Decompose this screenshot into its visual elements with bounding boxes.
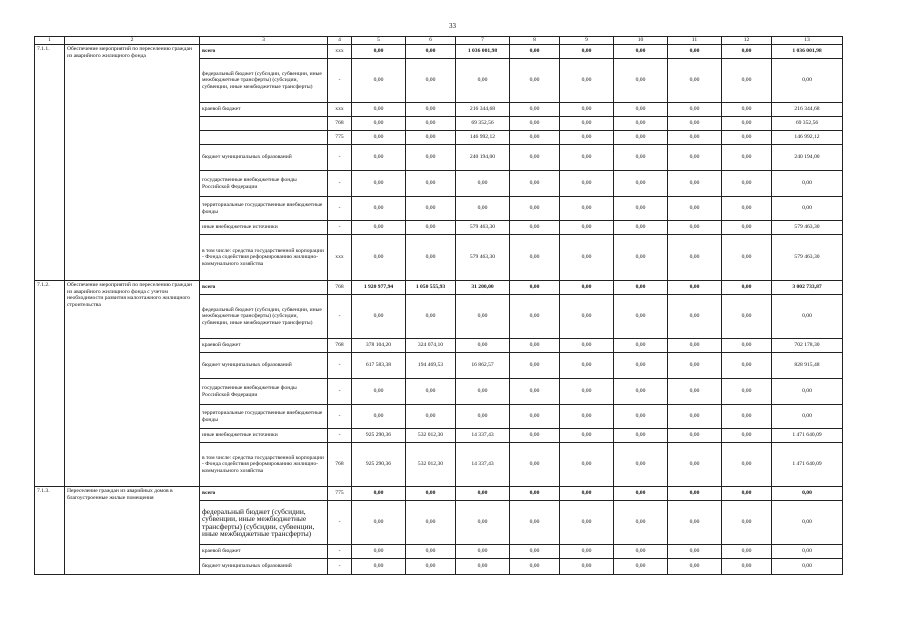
amount-cell: 0,00 [406,501,456,545]
amount-cell: 0,00 [560,353,614,379]
amount-cell: 0,00 [722,103,772,117]
measure-name: Обеспечение мероприятий по переселению граждан из аварийного жилищного фонда [65,45,200,281]
amount-cell: 31 200,00 [456,281,510,295]
amount-cell: 0,00 [352,117,406,131]
amount-cell: 0,00 [722,545,772,559]
amount-cell: 0,00 [456,59,510,103]
amount-cell: 0,00 [614,295,668,339]
budget-code: - [328,145,352,171]
amount-cell: 0,00 [352,45,406,59]
amount-cell: 0,00 [560,59,614,103]
amount-cell: 0,00 [406,45,456,59]
amount-cell: 146 992,12 [772,131,843,145]
amount-cell: 0,00 [668,117,722,131]
amount-cell: 0,00 [722,295,772,339]
amount-cell: 0,00 [352,295,406,339]
amount-cell: 0,00 [722,353,772,379]
funding-source: всего [200,281,328,295]
row-code: 7.1.2. [35,281,65,487]
budget-code: - [328,405,352,429]
amount-cell: 0,00 [614,103,668,117]
amount-cell: 828 915,48 [772,353,843,379]
amount-cell: 0,00 [722,221,772,235]
amount-cell: 1 920 977,94 [352,281,406,295]
amount-cell: 579 463,30 [772,221,843,235]
amount-cell: 0,00 [510,429,560,443]
funding-source: федеральный бюджет (субсидии, субвенции, иные межбюджетные трансферты) (субсидии, субвенции, иные межбюджетные трансферты) [200,501,328,545]
amount-cell: 0,00 [406,131,456,145]
amount-cell: 0,00 [722,171,772,197]
amount-cell: 0,00 [352,59,406,103]
amount-cell: 0,00 [668,501,722,545]
amount-cell: 0,00 [614,501,668,545]
column-number: 3 [200,37,328,45]
amount-cell: 1 036 001,98 [456,45,510,59]
amount-cell: 0,00 [456,559,510,575]
amount-cell: 14 337,43 [456,443,510,487]
funding-source: краевой бюджет [200,545,328,559]
amount-cell: 0,00 [722,117,772,131]
amount-cell: 0,00 [668,103,722,117]
amount-cell: 0,00 [668,405,722,429]
amount-cell: 0,00 [352,197,406,221]
funding-source: в том числе: средства государственной корпорации - Фонда содействия реформированию жилищно-коммунального хозяйства [200,235,328,281]
amount-cell: 0,00 [352,501,406,545]
amount-cell: 0,00 [510,117,560,131]
amount-cell: 0,00 [510,379,560,405]
amount-cell: 0,00 [510,487,560,501]
amount-cell: 0,00 [560,295,614,339]
budget-code: 768 [328,281,352,295]
amount-cell: 0,00 [406,197,456,221]
amount-cell: 0,00 [614,45,668,59]
header-row [35,37,843,45]
amount-cell: 925 290,36 [352,443,406,487]
amount-cell: 146 992,12 [456,131,510,145]
amount-cell: 0,00 [352,103,406,117]
amount-cell: 0,00 [560,221,614,235]
amount-cell: 0,00 [560,45,614,59]
amount-cell: 0,00 [352,221,406,235]
amount-cell: 0,00 [510,443,560,487]
amount-cell: 0,00 [668,281,722,295]
amount-cell: 532 012,30 [406,443,456,487]
amount-cell: 0,00 [456,545,510,559]
amount-cell: 0,00 [614,429,668,443]
amount-cell: 0,00 [456,487,510,501]
amount-cell: 0,00 [406,221,456,235]
column-number: 13 [772,37,843,45]
amount-cell: 0,00 [668,131,722,145]
budget-table [34,36,843,575]
amount-cell: 0,00 [406,487,456,501]
funding-source: государственные внебюджетные фонды Российской Федерации [200,379,328,405]
amount-cell: 378 104,20 [352,339,406,353]
amount-cell: 0,00 [722,235,772,281]
amount-cell: 0,00 [510,353,560,379]
amount-cell: 0,00 [668,559,722,575]
amount-cell: 0,00 [614,545,668,559]
column-number: 10 [614,37,668,45]
amount-cell: 0,00 [510,339,560,353]
amount-cell: 0,00 [722,131,772,145]
funding-source: территориальные государственные внебюджетные фонды [200,197,328,221]
amount-cell: 0,00 [510,501,560,545]
amount-cell: 0,00 [614,443,668,487]
amount-cell: 0,00 [510,131,560,145]
amount-cell: 0,00 [406,117,456,131]
amount-cell: 0,00 [560,131,614,145]
amount-cell: 0,00 [406,559,456,575]
amount-cell: 0,00 [406,235,456,281]
amount-cell: 0,00 [772,379,843,405]
funding-source: бюджет муниципальных образований [200,145,328,171]
amount-cell: 0,00 [510,59,560,103]
budget-code: - [328,353,352,379]
funding-source: территориальные государственные внебюджетные фонды [200,405,328,429]
amount-cell: 0,00 [510,405,560,429]
table-row [35,281,843,295]
amount-cell: 0,00 [668,197,722,221]
amount-cell: 0,00 [614,235,668,281]
amount-cell: 0,00 [614,171,668,197]
amount-cell: 0,00 [772,171,843,197]
amount-cell: 0,00 [668,339,722,353]
amount-cell: 0,00 [560,339,614,353]
amount-cell: 0,00 [722,339,772,353]
amount-cell: 0,00 [406,405,456,429]
amount-cell: 0,00 [560,443,614,487]
amount-cell: 0,00 [560,197,614,221]
amount-cell: 0,00 [456,295,510,339]
funding-source: государственные внебюджетные фонды Российской Федерации [200,171,328,197]
amount-cell: 0,00 [406,103,456,117]
amount-cell: 0,00 [406,171,456,197]
amount-cell: 0,00 [722,559,772,575]
amount-cell: 0,00 [722,429,772,443]
amount-cell: 0,00 [456,197,510,221]
funding-source: иные внебюджетные источники [200,429,328,443]
amount-cell: 0,00 [560,103,614,117]
amount-cell: 0,00 [722,145,772,171]
amount-cell: 0,00 [406,145,456,171]
amount-cell: 0,00 [722,45,772,59]
row-code: 7.1.1. [35,45,65,281]
amount-cell: 0,00 [510,295,560,339]
amount-cell: 0,00 [772,405,843,429]
amount-cell: 0,00 [772,559,843,575]
amount-cell: 0,00 [352,235,406,281]
amount-cell: 0,00 [668,295,722,339]
budget-code: - [328,379,352,405]
column-number: 4 [328,37,352,45]
amount-cell: 0,00 [510,45,560,59]
amount-cell: 925 290,36 [352,429,406,443]
amount-cell: 1 471 640,09 [772,443,843,487]
amount-cell: 0,00 [352,545,406,559]
amount-cell: 0,00 [722,443,772,487]
amount-cell: 0,00 [352,487,406,501]
funding-source: всего [200,45,328,59]
column-number: 6 [406,37,456,45]
budget-code: - [328,221,352,235]
budget-code: 775 [328,131,352,145]
funding-source: бюджет муниципальных образований [200,559,328,575]
funding-source: в том числе: средства государственной корпорации - Фонда содействия реформированию жилищно-коммунального хозяйства [200,443,328,487]
amount-cell: 0,00 [722,501,772,545]
amount-cell: 1 471 640,09 [772,429,843,443]
funding-source: федеральный бюджет (субсидии, субвенции, иные межбюджетные трансферты) (субсидии, субвенции, иные межбюджетные трансферты) [200,59,328,103]
amount-cell: 3 002 733,87 [772,281,843,295]
amount-cell: 0,00 [560,379,614,405]
amount-cell: 0,00 [352,171,406,197]
amount-cell: 0,00 [510,545,560,559]
amount-cell: 0,00 [560,487,614,501]
amount-cell: 532 012,30 [406,429,456,443]
amount-cell: 0,00 [772,501,843,545]
amount-cell: 0,00 [560,429,614,443]
amount-cell: 0,00 [614,145,668,171]
amount-cell: 0,00 [560,405,614,429]
amount-cell: 0,00 [406,59,456,103]
column-number: 12 [722,37,772,45]
amount-cell: 0,00 [560,117,614,131]
amount-cell: 579 463,30 [456,235,510,281]
row-code: 7.1.3. [35,487,65,575]
amount-cell: 0,00 [614,353,668,379]
amount-cell: 0,00 [406,379,456,405]
budget-code: ххх [328,45,352,59]
amount-cell: 0,00 [614,221,668,235]
amount-cell: 0,00 [614,117,668,131]
amount-cell: 0,00 [406,295,456,339]
amount-cell: 0,00 [614,197,668,221]
funding-source: иные внебюджетные источники [200,221,328,235]
amount-cell: 216 344,68 [456,103,510,117]
amount-cell: 0,00 [722,487,772,501]
amount-cell: 240 194,00 [772,145,843,171]
amount-cell: 0,00 [560,171,614,197]
column-number: 11 [668,37,722,45]
amount-cell: 0,00 [510,235,560,281]
amount-cell: 0,00 [352,379,406,405]
funding-source: бюджет муниципальных образований [200,353,328,379]
amount-cell: 0,00 [772,59,843,103]
amount-cell: 0,00 [614,487,668,501]
amount-cell: 216 344,68 [772,103,843,117]
amount-cell: 14 337,43 [456,429,510,443]
amount-cell: 579 463,30 [456,221,510,235]
budget-code: - [328,501,352,545]
amount-cell: 0,00 [668,487,722,501]
amount-cell: 0,00 [668,145,722,171]
amount-cell: 0,00 [560,501,614,545]
budget-code: 768 [328,443,352,487]
budget-code: - [328,197,352,221]
budget-code: - [328,59,352,103]
amount-cell: 0,00 [352,405,406,429]
funding-source: краевой бюджет [200,103,328,117]
amount-cell: 324 074,10 [406,339,456,353]
amount-cell: 16 862,57 [456,353,510,379]
measure-name: Обеспечение мероприятий по переселению граждан из аварийного жилищного фонда с учетом необходимости развития малоэтажного жилищного строительства [65,281,200,487]
amount-cell: 0,00 [668,221,722,235]
amount-cell: 0,00 [510,171,560,197]
table-row [35,45,843,59]
column-number: 5 [352,37,406,45]
amount-cell: 240 194,00 [456,145,510,171]
amount-cell: 1 050 555,93 [406,281,456,295]
amount-cell: 0,00 [668,545,722,559]
amount-cell: 0,00 [510,221,560,235]
amount-cell: 0,00 [668,171,722,197]
funding-source: всего [200,487,328,501]
measure-name: Переселение граждан из аварийных домов в благоустроенные жилые помещения [65,487,200,575]
amount-cell: 0,00 [722,405,772,429]
amount-cell: 0,00 [560,559,614,575]
amount-cell: 0,00 [456,339,510,353]
column-number: 2 [65,37,200,45]
amount-cell: 0,00 [560,281,614,295]
amount-cell: 1 036 001,98 [772,45,843,59]
amount-cell: 0,00 [614,559,668,575]
budget-code: - [328,545,352,559]
amount-cell: 0,00 [614,281,668,295]
amount-cell: 0,00 [456,171,510,197]
amount-cell: 0,00 [668,429,722,443]
amount-cell: 0,00 [668,235,722,281]
funding-source [200,131,328,145]
amount-cell: 0,00 [614,379,668,405]
amount-cell: 0,00 [510,197,560,221]
amount-cell: 0,00 [510,145,560,171]
amount-cell: 0,00 [668,379,722,405]
amount-cell: 0,00 [614,339,668,353]
amount-cell: 69 352,56 [772,117,843,131]
budget-code: ххх [328,103,352,117]
amount-cell: 0,00 [560,545,614,559]
amount-cell: 0,00 [722,281,772,295]
amount-cell: 0,00 [772,545,843,559]
amount-cell: 0,00 [456,501,510,545]
amount-cell: 0,00 [668,59,722,103]
budget-code: ххх [328,235,352,281]
amount-cell: 0,00 [406,545,456,559]
column-number: 8 [510,37,560,45]
amount-cell: 0,00 [614,405,668,429]
amount-cell: 0,00 [668,443,722,487]
amount-cell: 194 469,53 [406,353,456,379]
funding-source: краевой бюджет [200,339,328,353]
amount-cell: 0,00 [560,145,614,171]
budget-code: 768 [328,117,352,131]
amount-cell: 0,00 [668,45,722,59]
amount-cell: 0,00 [772,197,843,221]
page-number: 33 [449,22,456,30]
amount-cell: 0,00 [722,379,772,405]
budget-code: - [328,295,352,339]
amount-cell: 0,00 [772,487,843,501]
funding-source: федеральный бюджет (субсидии, субвенции, иные межбюджетные трансферты) (субсидии, субвенции, иные межбюджетные трансферты) [200,295,328,339]
amount-cell: 0,00 [352,131,406,145]
amount-cell: 0,00 [614,131,668,145]
funding-source [200,117,328,131]
amount-cell: 0,00 [510,103,560,117]
amount-cell: 617 583,38 [352,353,406,379]
amount-cell: 0,00 [510,281,560,295]
amount-cell: 702 178,30 [772,339,843,353]
amount-cell: 0,00 [352,559,406,575]
amount-cell: 0,00 [668,353,722,379]
budget-code: - [328,429,352,443]
amount-cell: 0,00 [614,59,668,103]
amount-cell: 0,00 [456,379,510,405]
amount-cell: 579 463,30 [772,235,843,281]
column-number: 1 [35,37,65,45]
amount-cell: 0,00 [772,295,843,339]
budget-code: 768 [328,339,352,353]
column-number: 7 [456,37,510,45]
column-number: 9 [560,37,614,45]
amount-cell: 69 352,56 [456,117,510,131]
amount-cell: 0,00 [456,405,510,429]
budget-code: 775 [328,487,352,501]
table-row [35,487,843,501]
budget-code: - [328,559,352,575]
amount-cell: 0,00 [510,559,560,575]
amount-cell: 0,00 [722,59,772,103]
amount-cell: 0,00 [722,197,772,221]
amount-cell: 0,00 [560,235,614,281]
budget-code: - [328,171,352,197]
amount-cell: 0,00 [352,145,406,171]
